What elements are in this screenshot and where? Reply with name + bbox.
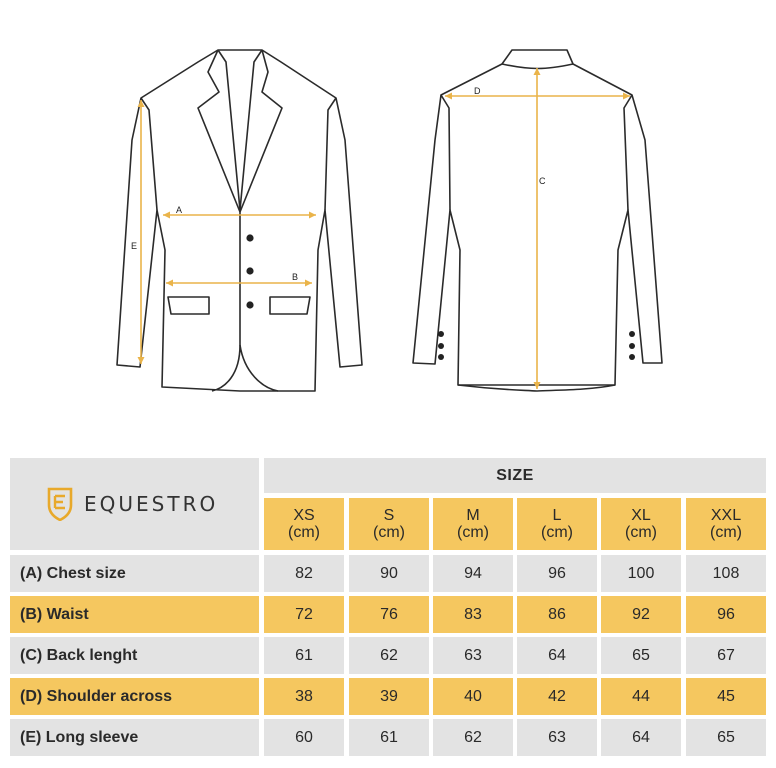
- table-cell: 76: [349, 596, 429, 633]
- size-code: M: [466, 507, 480, 524]
- table-cell: 92: [601, 596, 681, 633]
- table-cell: 60: [264, 719, 344, 756]
- size-title: SIZE: [264, 458, 766, 493]
- table-cell: 38: [264, 678, 344, 715]
- size-header-xxl: [686, 498, 766, 550]
- size-header-xs: [264, 498, 344, 550]
- measure-label-a: A: [176, 205, 183, 215]
- size-header-xl: [601, 498, 681, 550]
- table-cell: 62: [433, 719, 513, 756]
- table-cell: 39: [349, 678, 429, 715]
- table-cell: 83: [433, 596, 513, 633]
- size-code: S: [383, 507, 395, 524]
- table-cell: 61: [349, 719, 429, 756]
- size-unit: (cm): [541, 524, 573, 541]
- size-unit: (cm): [457, 524, 489, 541]
- size-code: XL: [631, 507, 651, 524]
- table-cell: 63: [433, 637, 513, 674]
- size-code: XS: [293, 507, 315, 524]
- table-cell: 40: [433, 678, 513, 715]
- row-label: (B) Waist: [10, 596, 259, 633]
- table-cell: 96: [517, 555, 597, 592]
- measure-label-d: D: [474, 86, 481, 96]
- table-cell: 96: [686, 596, 766, 633]
- brand-cell: [10, 458, 259, 550]
- table-cell: 62: [349, 637, 429, 674]
- table-cell: 63: [517, 719, 597, 756]
- size-unit: (cm): [373, 524, 405, 541]
- size-code: XXL: [710, 507, 742, 524]
- table-cell: 42: [517, 678, 597, 715]
- table-cell: 65: [686, 719, 766, 756]
- brand-name: EQUESTRO: [84, 492, 219, 516]
- row-label: (D) Shoulder across: [10, 678, 259, 715]
- table-cell: 72: [264, 596, 344, 633]
- measure-label-e: E: [131, 241, 138, 251]
- shield-e-logo-icon: [46, 487, 74, 521]
- measure-label-b: B: [292, 272, 299, 282]
- size-unit: (cm): [288, 524, 320, 541]
- row-label: (E) Long sleeve: [10, 719, 259, 756]
- table-cell: 90: [349, 555, 429, 592]
- row-label: (C) Back lenght: [10, 637, 259, 674]
- table-cell: 61: [264, 637, 344, 674]
- table-cell: 94: [433, 555, 513, 592]
- table-cell: 44: [601, 678, 681, 715]
- table-cell: 64: [601, 719, 681, 756]
- size-header-m: [433, 498, 513, 550]
- row-label: (A) Chest size: [10, 555, 259, 592]
- table-cell: 64: [517, 637, 597, 674]
- table-cell: 67: [686, 637, 766, 674]
- table-cell: 108: [686, 555, 766, 592]
- size-header-s: [349, 498, 429, 550]
- table-cell: 82: [264, 555, 344, 592]
- size-code: L: [552, 507, 562, 524]
- table-cell: 100: [601, 555, 681, 592]
- measure-label-c: C: [539, 176, 546, 186]
- table-cell: 45: [686, 678, 766, 715]
- size-unit: (cm): [625, 524, 657, 541]
- size-unit: (cm): [710, 524, 742, 541]
- table-cell: 86: [517, 596, 597, 633]
- size-header-l: [517, 498, 597, 550]
- table-cell: 65: [601, 637, 681, 674]
